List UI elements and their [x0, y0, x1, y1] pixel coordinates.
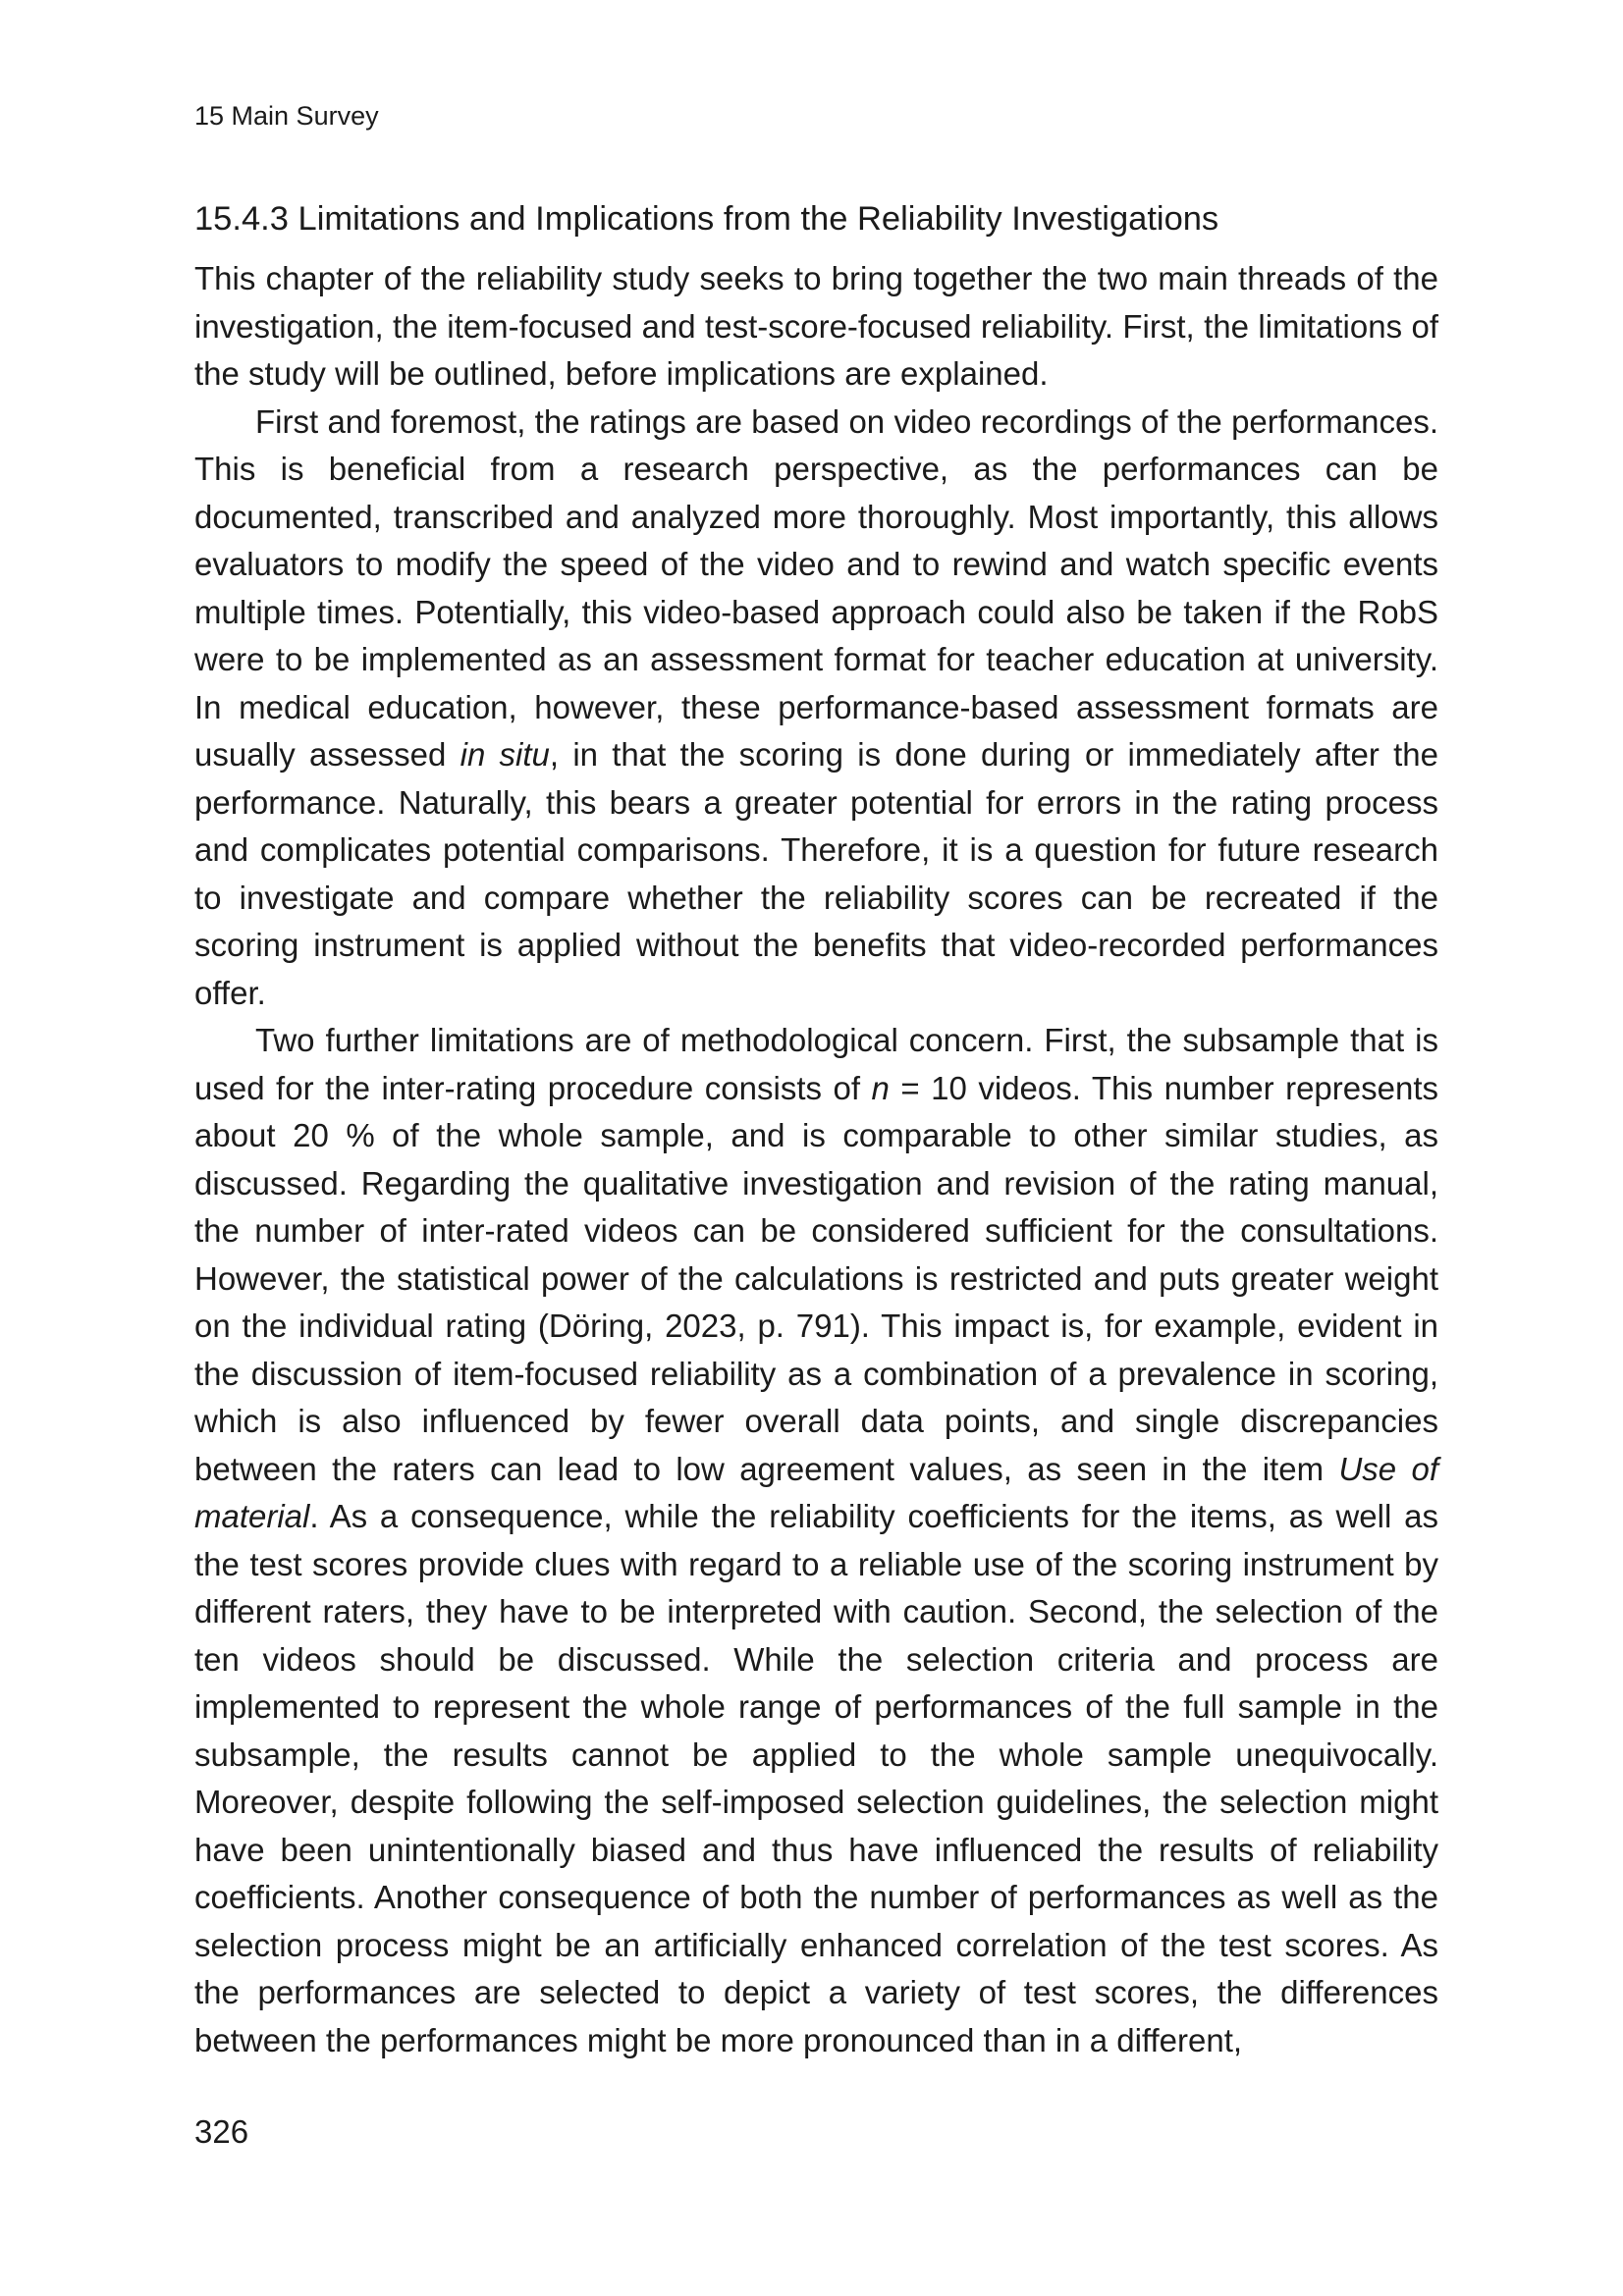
paragraph-text: First and foremost, the ratings are based on video recordings of the performances. This is beneficial from a research perspective, as the performances can be documented, transcribed and analyzed more thoroughly. Most importantly, this allows evaluators to modify the speed of the video and to rewind and watch specific events multiple times. Potentially, this video-based approach could also be taken if the RobS were to be implemented as an assessment format for teacher education at university. In medical education, however, these performance-based assessment formats are usually assessed [194, 402, 1438, 773]
running-head: 15 Main Survey [194, 101, 379, 131]
section-heading: 15.4.3 Limitations and Implications from the Reliability Investigations [194, 200, 1219, 238]
paragraph-text: = 10 videos. This number represents about 20 % of the whole sample, and is comparable to other similar studies, as discussed. Regarding the qualitative investigation and revision of the rating manual, the number of inter-rated videos can be considered sufficient for the consultations. However, the statistical power of the calculations is restricted and puts greater weight on the individual rating (Döring, 2023, p. 791). This impact is, for example, evident in the discussion of item-focused reliability as a combination of a prevalence in scoring, which is also influenced by fewer overall data points, and single discrepancies between the raters can lead to low agreement values, as seen in the item [194, 1069, 1438, 1487]
italic-item-name: Use of material [194, 1450, 1439, 1534]
paragraph-methodological-limitations [194, 1017, 1438, 2064]
body-text [194, 255, 1438, 2064]
paragraph-text: . As a consequence, while the reliability coefficients for the items, as well as the test scores provide clues with regard to a reliable use of the scoring instrument by different raters, they have to be interpreted with caution. Second, the selection of the ten videos should be discussed. While the selection criteria and process are implemented to represent the whole range of performances of the full sample in the subsample, the results cannot be applied to the whole sample unequivocally. Moreover, despite following the self-imposed selection guidelines, the selection might have been unintentionally biased and thus have influenced the results of reliability coefficients. Another consequence of both the number of performances as well as the selection process might be an artificially enhanced correlation of the test scores. As the performances are selected to depict a variety of test scores, the differences between the performances might be more pronounced than in a different, [194, 1498, 1438, 2058]
page-number: 326 [194, 2113, 249, 2150]
italic-variable-n: n [871, 1069, 890, 1106]
paragraph-text: , in that the scoring is done during or immediately after the performance. Naturally, this bears a greater potential for errors in the rating process and complicates potential comparisons. Therefore, it is a question for future research to investigate and compare whether the reliability scores can be recreated if the scoring instrument is applied without the benefits that video-recorded performances offer. [194, 736, 1438, 1011]
italic-term-in-situ: in situ [460, 736, 550, 773]
paragraph-video-limitations [194, 399, 1438, 1018]
paragraph-text: Two further limitations are of methodological concern. First, the subsample that is used for the inter-rating procedure consists of [194, 1022, 1438, 1106]
paragraph-intro: This chapter of the reliability study seeks to bring together the two main threads of the investigation, the item-focused and test-score-focused reliability. First, the limitations of the study will be outlined, before implications are explained. [194, 260, 1438, 392]
